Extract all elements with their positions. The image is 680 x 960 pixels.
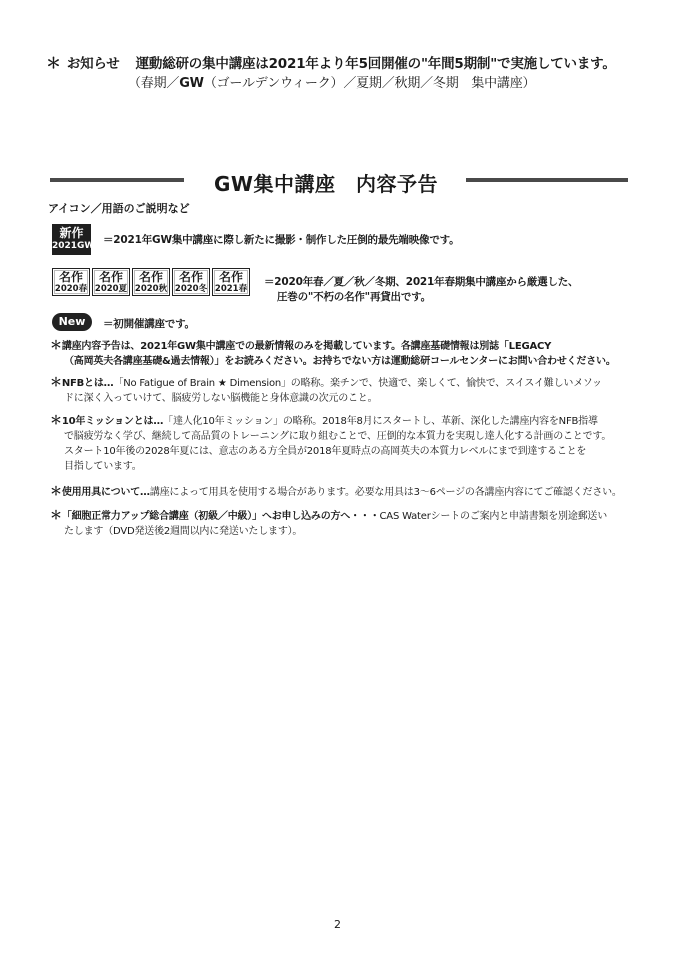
note-course-preview bbox=[50, 338, 616, 369]
note-line: スタート10年後の2028年夏には、意志のある方全員が2018年夏時点の高岡英夫の本質力レベルにまで到達することを bbox=[64, 446, 587, 457]
new-work-description: ＝2021年GW集中講座に際し新たに撮影・制作した圧倒的最先端映像です。 bbox=[103, 234, 460, 246]
masterpiece-description-1: ＝2020年春／夏／秋／冬期、2021年春期集中講座から厳選した、 bbox=[264, 276, 579, 288]
notice-term-post: （ゴールデンウィーク）／夏期／秋期／冬期 集中講座） bbox=[203, 76, 536, 91]
note-text: 「達人化10年ミッション」の略称。2018年8月にスタートし、革新、深化した講座内容をNFB指導 bbox=[163, 416, 598, 427]
new-work-badge-label: 新作 bbox=[59, 226, 84, 240]
note-lead: 使用用具について… bbox=[61, 487, 150, 498]
badge-season: 2020秋 bbox=[134, 284, 168, 294]
note-ten-year-mission bbox=[50, 413, 611, 474]
note-cas-water bbox=[50, 508, 607, 539]
badge-label: 名作 bbox=[178, 270, 203, 284]
masterpiece-badge bbox=[172, 268, 210, 296]
note-lead: 講座内容予告は、2021年GW集中講座での最新情報のみを掲載しています。各講座基礎情報は別誌「LEGACY bbox=[61, 341, 552, 352]
notice-line-2 bbox=[128, 72, 535, 91]
section-subhead: アイコン／用語のご説明など bbox=[48, 202, 190, 215]
notice-term-gw: GW bbox=[179, 76, 204, 91]
badge-label: 名作 bbox=[98, 270, 123, 284]
masterpiece-badges bbox=[52, 268, 250, 296]
note-line: たします（DVD発送後2週間以内に発送いたします）。 bbox=[64, 526, 303, 537]
note-lead: NFBとは… bbox=[61, 378, 114, 389]
note-nfb bbox=[50, 375, 602, 406]
badge-season: 2020冬 bbox=[174, 284, 208, 294]
masterpiece-badge bbox=[92, 268, 130, 296]
notice-text: 運動総研の集中講座は2021年より年5回開催の"年間5期制"で実施しています。 bbox=[135, 56, 616, 72]
note-text: CAS Waterシートのご案内と申請書類を別途郵送い bbox=[379, 511, 608, 522]
note-text: 「No Fatigue of Brain ★ Dimension」の略称。楽チンで、快適で、楽しくて、愉快で、スイスイ難しいメソッ bbox=[113, 378, 602, 389]
note-line: ドに深く入っていけて、脳疲労しない脳機能と身体意識の次元のこと。 bbox=[64, 393, 378, 404]
section-title: GW集中講座 内容予告 bbox=[214, 172, 438, 196]
new-course-description: ＝初開催講座です。 bbox=[103, 318, 195, 330]
notice-line-1 bbox=[46, 52, 616, 73]
masterpiece-badge bbox=[212, 268, 250, 296]
note-asterisk: ＊ bbox=[50, 508, 62, 522]
note-asterisk: ＊ bbox=[50, 375, 62, 389]
notice-asterisk: ＊ bbox=[46, 54, 61, 72]
note-lead: 10年ミッションとは… bbox=[61, 416, 164, 427]
new-course-badge: New bbox=[52, 313, 92, 331]
badge-season: 2020春 bbox=[54, 284, 88, 294]
badge-label: 名作 bbox=[138, 270, 163, 284]
note-asterisk: ＊ bbox=[50, 338, 62, 352]
title-rule-right bbox=[466, 178, 628, 182]
badge-season: 2020夏 bbox=[94, 284, 128, 294]
title-rule-left bbox=[50, 178, 184, 182]
badge-label: 名作 bbox=[58, 270, 83, 284]
note-lead: 「細胞正常力アップ総合講座（初級／中級）」へお申し込みの方へ・・・ bbox=[61, 511, 380, 522]
masterpiece-badge bbox=[52, 268, 90, 296]
masterpiece-description-2: 圧巻の"不朽の名作"再貸出です。 bbox=[277, 291, 431, 303]
badge-season: 2021春 bbox=[214, 284, 248, 294]
notice-term-pre: （春期／ bbox=[128, 76, 180, 91]
note-line: 目指しています。 bbox=[64, 461, 142, 472]
note-asterisk: ＊ bbox=[50, 413, 62, 427]
page-number: 2 bbox=[334, 918, 341, 931]
badge-label: 名作 bbox=[218, 270, 243, 284]
note-text: 講座によって用具を使用する場合があります。必要な用具は3〜6ページの各講座内容にてご確認ください。 bbox=[149, 487, 622, 498]
masterpiece-badge bbox=[132, 268, 170, 296]
new-work-badge bbox=[52, 224, 95, 255]
note-equipment bbox=[50, 484, 622, 500]
note-asterisk: ＊ bbox=[50, 484, 62, 498]
note-line: で脳疲労なく学び、継続して高品質のトレーニングに取り組むことで、圧倒的な本質力を実現し達人化する計画のことです。 bbox=[64, 431, 612, 442]
note-line: （高岡英夫各講座基礎&過去情報）」をお読みください。お持ちでない方は運動総研コールセンターにお問い合わせください。 bbox=[64, 356, 616, 367]
new-work-badge-sub: 2021GW bbox=[52, 241, 95, 251]
notice-label: お知らせ bbox=[66, 56, 120, 72]
